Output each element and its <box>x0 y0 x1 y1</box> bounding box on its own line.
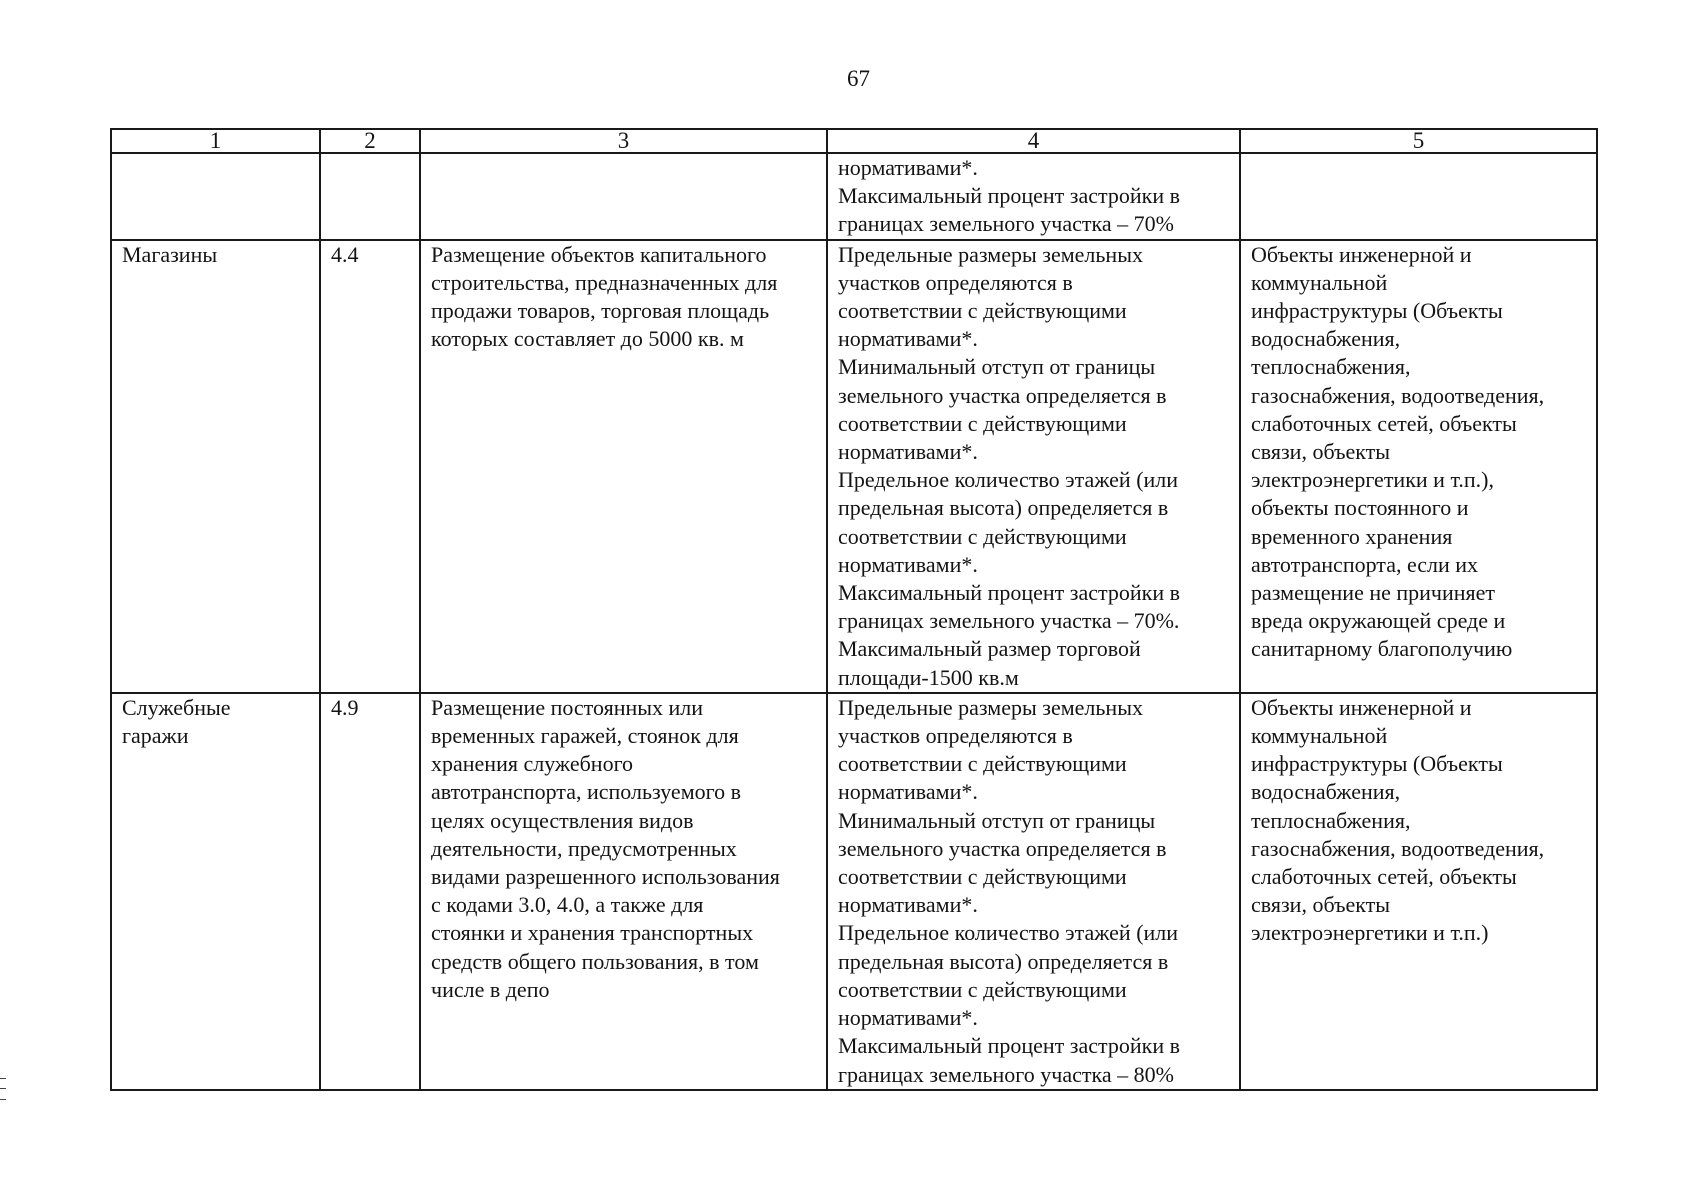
text-line: автотранспорта, если их <box>1251 551 1479 577</box>
column-header-1: 1 <box>111 129 320 153</box>
continuation-cell-1 <box>111 153 320 240</box>
text-line: Размещение объектов капитального <box>431 241 767 267</box>
text-line: нормативами*. <box>838 155 978 180</box>
text-line: соответствии с действующими <box>838 298 1127 324</box>
text-line: инфраструктуры (Объекты <box>1251 751 1503 777</box>
text-line: с кодами 3.0, 4.0, а также для <box>431 892 704 918</box>
table-row-continuation <box>111 153 1597 240</box>
text-line: вреда окружающей среде и <box>1251 608 1506 634</box>
text-line: числе в депо <box>431 976 550 1002</box>
text-line: нормативами*. <box>838 439 978 465</box>
text-line: временных гаражей, стоянок для <box>431 723 739 749</box>
text-line: нормативами*. <box>838 1005 978 1031</box>
text-line: деятельности, предусмотренных <box>431 835 737 861</box>
use-name-cell <box>111 240 320 693</box>
text-line: электроэнергетики и т.п.) <box>1251 920 1489 946</box>
text-line: Предельные размеры земельных <box>838 694 1143 720</box>
text-line: нормативами*. <box>838 892 978 918</box>
text-line: Предельное количество этажей (или <box>838 920 1179 946</box>
use-auxiliary-cell <box>1240 240 1597 693</box>
text-line: коммунальной <box>1251 269 1388 295</box>
text-line: соответствии с действующими <box>838 976 1127 1002</box>
text-line: Объекты инженерной и <box>1251 694 1472 720</box>
text-line: продажи товаров, торговая площадь <box>431 298 770 324</box>
text-line: объекты постоянного и <box>1251 495 1469 521</box>
continuation-cell-2 <box>320 153 420 240</box>
text-line: строительства, предназначенных для <box>431 269 778 295</box>
text-line: участков определяются в <box>838 269 1073 295</box>
text-line: предельная высота) определяется в <box>838 495 1169 521</box>
text-line: Максимальный процент застройки в <box>838 580 1180 606</box>
text-line: автотранспорта, используемого в <box>431 779 741 805</box>
text-line: слаботочных сетей, объекты <box>1251 864 1517 890</box>
text-line: слаботочных сетей, объекты <box>1251 410 1517 436</box>
text-line: Объекты инженерной и <box>1251 241 1472 267</box>
use-code-cell <box>320 693 420 1090</box>
continuation-cell-5 <box>1240 153 1597 240</box>
text-line: границах земельного участка – 70% <box>838 211 1174 237</box>
text-line: Предельное количество этажей (или <box>838 467 1179 493</box>
text-line: водоснабжения, <box>1251 779 1401 805</box>
text-line: площади-1500 кв.м <box>838 664 1019 690</box>
table-row-shops <box>111 240 1597 693</box>
text-line: коммунальной <box>1251 723 1388 749</box>
use-name: Магазины <box>122 241 218 267</box>
text-line: Минимальный отступ от границы <box>838 807 1156 833</box>
text-line: Максимальный процент застройки в <box>838 1033 1180 1059</box>
column-header-4: 4 <box>827 129 1240 153</box>
text-line: газоснабжения, водоотведения, <box>1251 382 1545 408</box>
text-line: хранения служебного <box>431 751 634 777</box>
text-line: связи, объекты <box>1251 892 1391 918</box>
use-description-cell <box>420 240 827 693</box>
text-line: соответствии с действующими <box>838 523 1127 549</box>
land-use-table <box>110 128 1598 1091</box>
text-line: Минимальный отступ от границы <box>838 354 1156 380</box>
text-line: теплоснабжения, <box>1251 807 1411 833</box>
text-line: связи, объекты <box>1251 439 1391 465</box>
text-line: целях осуществления видов <box>431 807 694 833</box>
text-line: участков определяются в <box>838 723 1073 749</box>
text-line: видами разрешенного использования <box>431 864 780 890</box>
text-line: земельного участка определяется в <box>838 835 1167 861</box>
text-line: соответствии с действующими <box>838 751 1127 777</box>
text-line: которых составляет до 5000 кв. м <box>431 326 744 352</box>
use-name-cell <box>111 693 320 1090</box>
text-line: электроэнергетики и т.п.), <box>1251 467 1494 493</box>
text-line: инфраструктуры (Объекты <box>1251 298 1503 324</box>
text-line: нормативами*. <box>838 551 978 577</box>
table-header-row <box>111 129 1597 153</box>
use-auxiliary-cell <box>1240 693 1597 1090</box>
page-number: 67 <box>847 66 870 91</box>
text-line: земельного участка определяется в <box>838 382 1167 408</box>
text-line: Предельные размеры земельных <box>838 241 1143 267</box>
use-parameters-cell <box>827 240 1240 693</box>
use-name: Служебные <box>122 694 231 720</box>
scan-margin-mark <box>0 1078 6 1100</box>
table-row-service-garages <box>111 693 1597 1090</box>
use-description-cell <box>420 693 827 1090</box>
continuation-cell-3 <box>420 153 827 240</box>
text-line: нормативами*. <box>838 326 978 352</box>
text-line: санитарному благополучию <box>1251 636 1513 662</box>
use-name: гаражи <box>122 723 189 749</box>
use-code-cell <box>320 240 420 693</box>
column-header-5: 5 <box>1240 129 1597 153</box>
text-line: теплоснабжения, <box>1251 354 1411 380</box>
use-code: 4.4 <box>331 241 359 267</box>
text-line: средств общего пользования, в том <box>431 948 759 974</box>
use-code: 4.9 <box>331 694 359 720</box>
text-line: газоснабжения, водоотведения, <box>1251 835 1545 861</box>
text-line: Максимальный размер торговой <box>838 636 1141 662</box>
text-line: соответствии с действующими <box>838 410 1127 436</box>
text-line: размещение не причиняет <box>1251 580 1496 606</box>
column-header-2: 2 <box>320 129 420 153</box>
text-line: предельная высота) определяется в <box>838 948 1169 974</box>
text-line: границах земельного участка – 70%. <box>838 608 1180 634</box>
use-parameters-cell <box>827 693 1240 1090</box>
text-line: Максимальный процент застройки в <box>838 183 1180 209</box>
continuation-parameters-cell <box>827 153 1240 240</box>
text-line: водоснабжения, <box>1251 326 1401 352</box>
text-line: временного хранения <box>1251 523 1453 549</box>
text-line: Размещение постоянных или <box>431 694 704 720</box>
text-line: соответствии с действующими <box>838 864 1127 890</box>
text-line: нормативами*. <box>838 779 978 805</box>
text-line: стоянки и хранения транспортных <box>431 920 754 946</box>
text-line: границах земельного участка – 80% <box>838 1061 1174 1087</box>
column-header-3: 3 <box>420 129 827 153</box>
